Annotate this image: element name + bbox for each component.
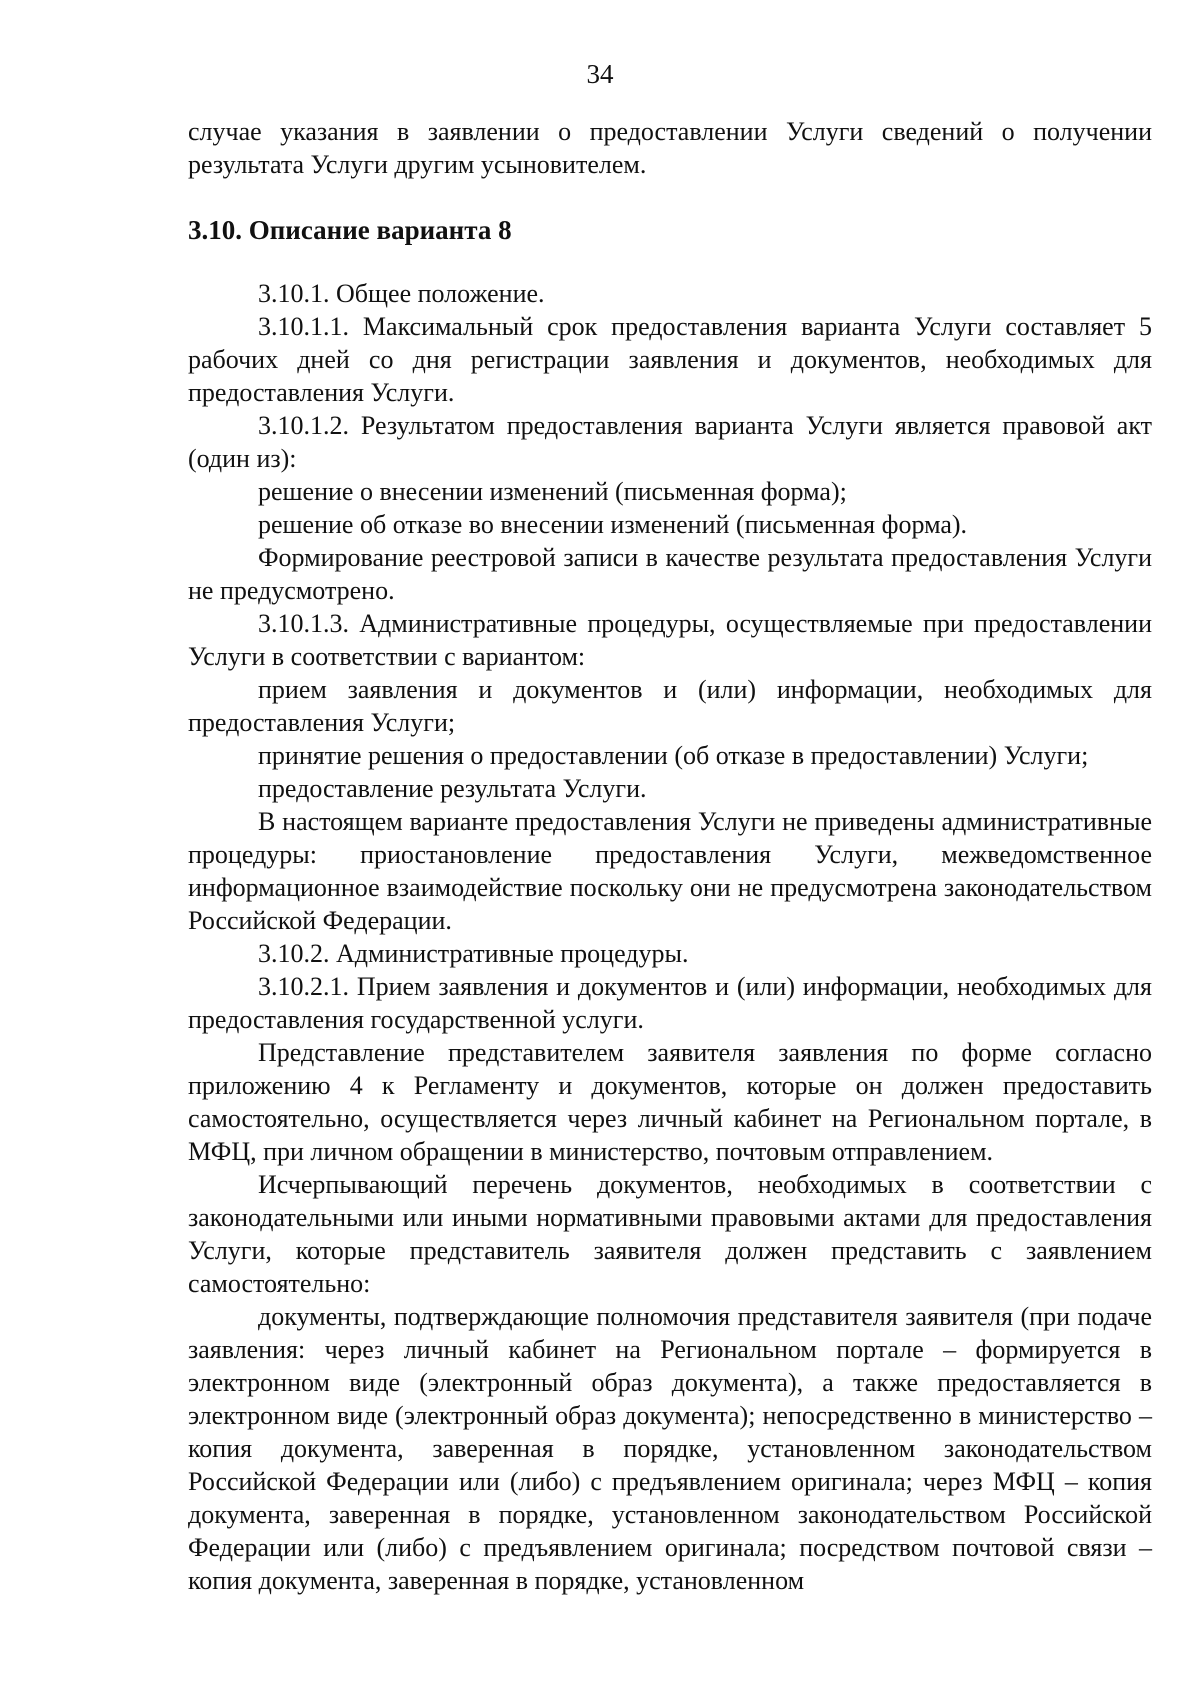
document-body xyxy=(188,115,1152,1597)
list-item: решение о внесении изменений (письменная форма); xyxy=(258,477,847,506)
paragraph: 3.10.1.3. Административные процедуры, осуществляемые при предоставлении Услуги в соответствии с вариантом: xyxy=(188,609,1152,671)
paragraph-continuation: случае указания в заявлении о предоставлении Услуги сведений о получении результата Услуги другим усыновителем. xyxy=(188,117,1152,179)
paragraph: Исчерпывающий перечень документов, необходимых в соответствии с законодательными или иными нормативными правовыми актами для предоставления Услуги, которые представитель заявителя должен представить с заявлением самостоятельно: xyxy=(188,1170,1152,1298)
page-number: 34 xyxy=(586,59,614,89)
list-item: принятие решения о предоставлении (об отказе в предоставлении) Услуги; xyxy=(258,741,1089,770)
paragraph: Формирование реестровой записи в качестве результата предоставления Услуги не предусмотрено. xyxy=(188,543,1152,605)
paragraph: 3.10.1.2. Результатом предоставления варианта Услуги является правовой акт (один из): xyxy=(188,411,1152,473)
list-item: предоставление результата Услуги. xyxy=(258,774,647,803)
paragraph: Представление представителем заявителя заявления по форме согласно приложению 4 к Регламенту и документов, которые он должен предоставить самостоятельно, осуществляется через личный кабинет на Региональном портале, в МФЦ, при личном обращении в министерство, почтовым отправлением. xyxy=(188,1038,1152,1166)
list-item: решение об отказе во внесении изменений (письменная форма). xyxy=(258,510,968,539)
paragraph: 3.10.2. Административные процедуры. xyxy=(258,939,689,968)
list-item: прием заявления и документов и (или) информации, необходимых для предоставления Услуги; xyxy=(188,675,1152,737)
paragraph: 3.10.1. Общее положение. xyxy=(258,279,545,308)
paragraph: В настоящем варианте предоставления Услуги не приведены административные процедуры: приостановление предоставления Услуги, межведомственное информационное взаимодействие поскольку они не предусмотрена законодательством Российской Федерации. xyxy=(188,807,1152,935)
paragraph: 3.10.1.1. Максимальный срок предоставления варианта Услуги составляет 5 рабочих дней со дня регистрации заявления и документов, необходимых для предоставления Услуги. xyxy=(188,312,1152,407)
paragraph: 3.10.2.1. Прием заявления и документов и (или) информации, необходимых для предоставления государственной услуги. xyxy=(188,972,1152,1034)
section-heading: 3.10. Описание варианта 8 xyxy=(188,215,512,245)
paragraph: документы, подтверждающие полномочия представителя заявителя (при подаче заявления: через личный кабинет на Региональном портале – формируется в электронном виде (электронный образ документа), а также предоставляется в электронном виде (электронный образ документа); непосредственно в министерство – копия документа, заверенная в порядке, установленном законодательством Российской Федерации или (либо) с предъявлением оригинала; через МФЦ – копия документа, заверенная в порядке, установленном законодательством Российской Федерации или (либо) с предъявлением оригинала; посредством почтовой связи – копия документа, заверенная в порядке, установленном xyxy=(188,1302,1152,1595)
